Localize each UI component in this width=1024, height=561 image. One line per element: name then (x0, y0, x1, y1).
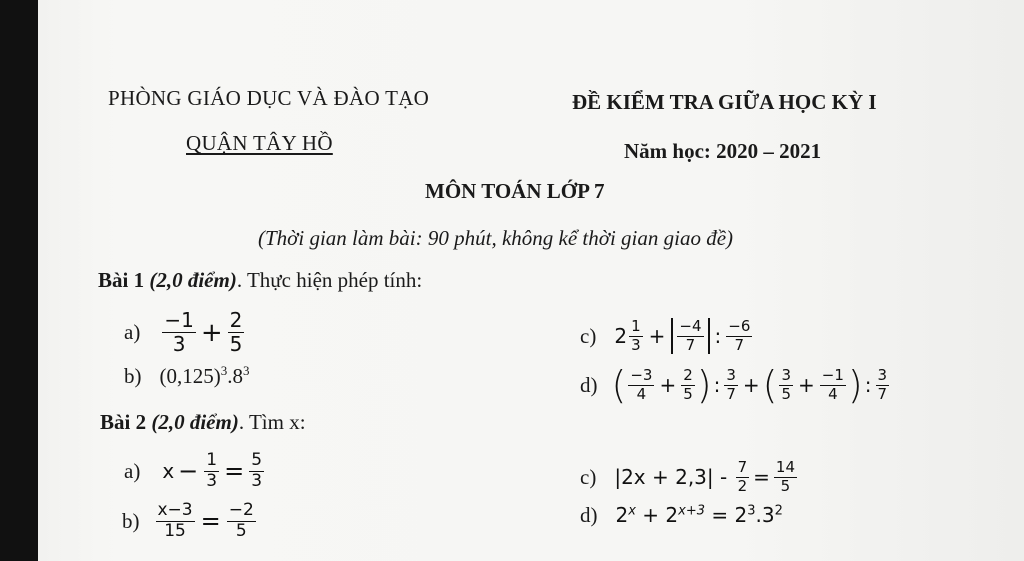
bai1-title: Bài 1 (98, 268, 145, 292)
time-note: (Thời gian làm bài: 90 phút, không kể thời gian giao đề) (258, 226, 734, 250)
abs-bar-right (708, 318, 710, 354)
bai2-b-label: b) (122, 508, 140, 533)
bai2-d-label: d) (580, 503, 598, 527)
fraction: $\frac{-4}{7}$ (679, 316, 702, 354)
fraction: $\frac{-2}{5}$ (228, 500, 254, 541)
fraction: $\frac{5}{3}$ (251, 450, 263, 491)
bai1-c-label: c) (580, 323, 597, 348)
bai1-c: c) 2 $\frac{1}{3}$ + $\frac{-4}{7}$ : $\frac{-6}{7}$ (580, 316, 751, 354)
school-year: Năm học: 2020 – 2021 (624, 139, 822, 163)
abs-bar-left (671, 318, 673, 354)
fraction: $\frac{2}{5}$ (683, 365, 693, 403)
fraction: $\frac{3}{7}$ (726, 365, 736, 403)
bai1-b-label: b) (124, 364, 142, 388)
fraction: $\frac{14}{5}$ (775, 458, 795, 495)
bai1-b: b) $(0,125)^3.8^3$ (124, 363, 250, 388)
fraction: $\frac{-3}{4}$ (630, 365, 653, 403)
subject-title: MÔN TOÁN LỚP 7 (425, 179, 605, 203)
bai1-points: (2,0 điểm) (149, 268, 237, 292)
department-name: PHÒNG GIÁO DỤC VÀ ĐÀO TẠO (108, 86, 430, 110)
fraction: $\frac{-1}{3}$ (164, 308, 194, 356)
bai2-prompt: . Tìm x: (238, 410, 306, 434)
bai1-d-label: d) (580, 372, 598, 397)
bai2-d: d) $2^x + 2^{x+3} = 2^3.3^2$ (580, 503, 783, 527)
fraction: $\frac{-1}{4}$ (821, 365, 844, 403)
fraction: $\frac{3}{5}$ (781, 365, 792, 403)
fraction: $\frac{3}{7}$ (877, 365, 888, 403)
fraction: $\frac{-6}{7}$ (728, 316, 751, 354)
bai2-c: c) |2x + 2,3| - $\frac{7}{2}$ = $\frac{14}{5}$ (580, 458, 795, 495)
bai1-d: d) ( $\frac{-3}{4}$ + $\frac{2}{5}$ ) : $\frac{3}{7}$ + ( $\frac{3}{5}$ + $\frac{-1}{4}$ ) : $\frac{3}{7}$ (580, 363, 888, 407)
bai1-a: a) $\frac{-1}{3}$ + $\frac{2}{5}$ (124, 308, 243, 356)
bai2-a-label: a) (124, 458, 141, 483)
bai2-a: a) x − $\frac{1}{3}$ = $\frac{5}{3}$ (124, 450, 263, 491)
fraction: $\frac{1}{3}$ (631, 316, 641, 354)
bai2-title: Bài 2 (100, 410, 147, 434)
fraction: $\frac{x-3}{15}$ (157, 500, 193, 541)
bai2-b: b) $\frac{x-3}{15}$ = $\frac{-2}{5}$ (122, 500, 254, 541)
fraction: $\frac{1}{3}$ (206, 450, 218, 491)
bai1-a-label: a) (124, 320, 141, 344)
bai2-heading (100, 410, 306, 435)
exam-title: ĐỀ KIỂM TRA GIỮA HỌC KỲ I (572, 90, 877, 114)
bai2-c-label: c) (580, 464, 597, 489)
bai2-points: (2,0 điểm) (151, 410, 239, 434)
fraction: $\frac{7}{2}$ (737, 458, 748, 495)
bai1-heading (98, 268, 422, 293)
fraction: $\frac{2}{5}$ (229, 308, 243, 356)
bai1-prompt: . Thực hiện phép tính: (236, 268, 423, 292)
district-name: QUẬN TÂY HỒ (186, 131, 333, 155)
